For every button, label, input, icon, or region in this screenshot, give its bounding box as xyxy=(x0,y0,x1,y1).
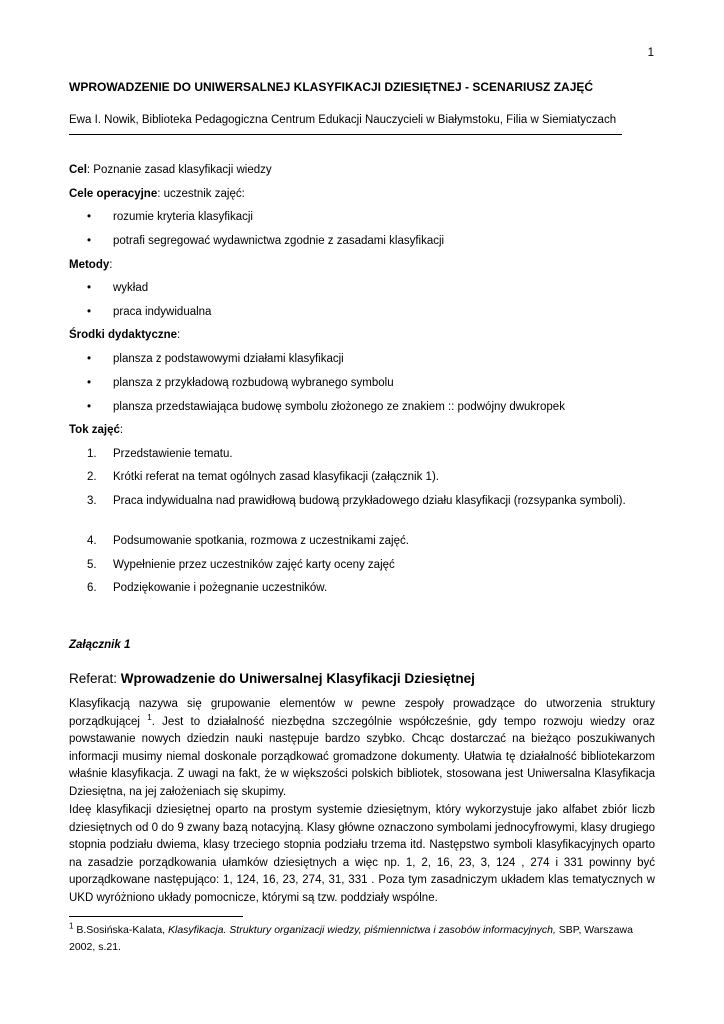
bullet-icon: • xyxy=(87,282,92,294)
paragraph-2: Ideę klasyfikacji dziesiętnej oparto na prostym systemie dziesiętnym, który wykorzystuje jako alfabet zbiór liczb dziesiętnych od 0 do 9 zwany bazą notacyjną. Klasy główne oznaczono symbolami jednocyfrowymi, klasy drugiego stopnia podziału dwiema, klasy trzeciego stopnia podziału trzema itd. Następstwo symboli klasyfikacyjnych oparto na zasadzie porządkowania ułamków dziesiętnych a więc np. 1, 2, 16, 23, 3, 124 , 274 i 331 powinny być uporządkowane następująco: 1, 124, 16, 23, 274, 31, 331 . Poza tym zasadniczym układem klas tematycznych w UKD wyróżniono układy pomocnicze, którymi są tzw. poddziały wspólne. xyxy=(69,804,655,904)
goal-label: Cel xyxy=(69,164,87,176)
list-number: 6. xyxy=(87,582,97,594)
paragraph-1 xyxy=(69,696,655,801)
bullet-icon: • xyxy=(87,235,92,247)
list-item: Podsumowanie spotkania, rozmowa z uczestnikami zajęć. xyxy=(113,535,409,547)
referat-prefix: Referat: xyxy=(69,671,121,686)
lesson-flow-line xyxy=(69,422,123,438)
footnote-book-title: Klasyfikacja. Struktury organizacji wiedzy, piśmiennictwa i zasobów informacyjnych, xyxy=(168,924,556,936)
list-item: plansza z podstawowymi działami klasyfikacji xyxy=(113,353,344,365)
list-number: 4. xyxy=(87,535,97,547)
goal-line xyxy=(69,162,272,178)
list-item: Przedstawienie tematu. xyxy=(113,448,233,460)
bullet-icon: • xyxy=(87,353,92,365)
methods-text: : xyxy=(109,259,113,271)
bullet-icon: • xyxy=(87,377,92,389)
operational-goals-text: : uczestnik zajęć: xyxy=(157,188,245,200)
footnote xyxy=(69,922,655,956)
bullet-icon: • xyxy=(87,306,92,318)
list-item: Praca indywidualna nad prawidłową budową przykładowego działu klasyfikacji (rozsypanka symboli). xyxy=(113,495,626,507)
list-number: 1. xyxy=(87,448,97,460)
list-item: rozumie kryteria klasyfikacji xyxy=(113,211,253,223)
methods-line xyxy=(69,257,112,273)
methods-label: Metody xyxy=(69,259,110,271)
teaching-aids-line xyxy=(69,327,180,343)
list-item: wykład xyxy=(113,282,149,294)
footnote-divider xyxy=(69,916,243,917)
page-number: 1 xyxy=(647,47,654,59)
lesson-flow-label: Tok zajęć xyxy=(69,424,120,436)
list-number: 2. xyxy=(87,471,97,483)
header-divider xyxy=(69,134,622,135)
footnote-marker: 1 xyxy=(147,712,152,722)
list-number: 5. xyxy=(87,559,97,571)
operational-goals-label: Cele operacyjne xyxy=(69,188,158,200)
list-item: praca indywidualna xyxy=(113,306,212,318)
paragraph-1-end: . Jest to działalność niezbędna szczególnie współcześnie, gdy tempo rozwoju wiedzy oraz powstawanie nowych dziedzin nauki następuje bardzo szybko. Chcąc dostarczać na bieżąco poszukiwanych informacji musimy niemal doskonale porządkować gromadzone dokumenty. Ułatwia tę działalność bibliotekarzom właśnie klasyfikacja. Z uwagi na fakt, że w większości polskich bibliotek, stosowana jest Uniwersalna Klasyfikacja Dziesiętna, na jej założeniach się skupimy. xyxy=(69,715,655,798)
footnote-publisher: SBP, Warszawa 2002, s.21. xyxy=(69,924,633,953)
list-item: plansza z przykładową rozbudową wybranego symbolu xyxy=(113,377,394,389)
teaching-aids-text: : xyxy=(177,329,181,341)
author-line: Ewa I. Nowik, Biblioteka Pedagogiczna Centrum Edukacji Nauczycieli w Białymstoku, Filia w Siemiatyczach xyxy=(69,114,617,126)
list-item: Wypełnienie przez uczestników zajęć karty oceny zajęć xyxy=(113,559,395,571)
bullet-icon: • xyxy=(87,211,92,223)
footnote-number: 1 xyxy=(69,921,74,931)
lesson-flow-text: : xyxy=(119,424,124,436)
list-item: Krótki referat na temat ogólnych zasad klasyfikacji (załącznik 1). xyxy=(113,471,439,483)
teaching-aids-label: Środki dydaktyczne xyxy=(69,329,178,341)
document-title: WPROWADZENIE DO UNIWERSALNEJ KLASYFIKACJI DZIESIĘTNEJ - SCENARIUSZ ZAJĘĆ xyxy=(69,80,594,94)
paragraph-1-start: Klasyfikacją nazywa się grupowanie elementów w pewne zespoły prowadzące do utworzenia struktury porządkującej xyxy=(69,698,655,728)
list-item: potrafi segregować wydawnictwa zgodnie z zasadami klasyfikacji xyxy=(113,235,445,247)
referat-title: Wprowadzenie do Uniwersalnej Klasyfikacji Dziesiętnej xyxy=(120,671,475,686)
list-item: plansza przedstawiająca budowę symbolu złożonego ze znakiem :: podwójny dwukropek xyxy=(113,401,565,413)
footnote-author: B.Sosińska-Kalata, xyxy=(73,924,168,936)
annex-label: Załącznik 1 xyxy=(69,639,131,651)
list-number: 3. xyxy=(87,495,97,507)
list-item: Podziękowanie i pożegnanie uczestników. xyxy=(113,582,328,594)
bullet-icon: • xyxy=(87,401,92,413)
goal-text: : Poznanie zasad klasyfikacji wiedzy xyxy=(86,164,272,176)
operational-goals-line xyxy=(69,186,245,202)
referat-heading xyxy=(69,671,475,687)
